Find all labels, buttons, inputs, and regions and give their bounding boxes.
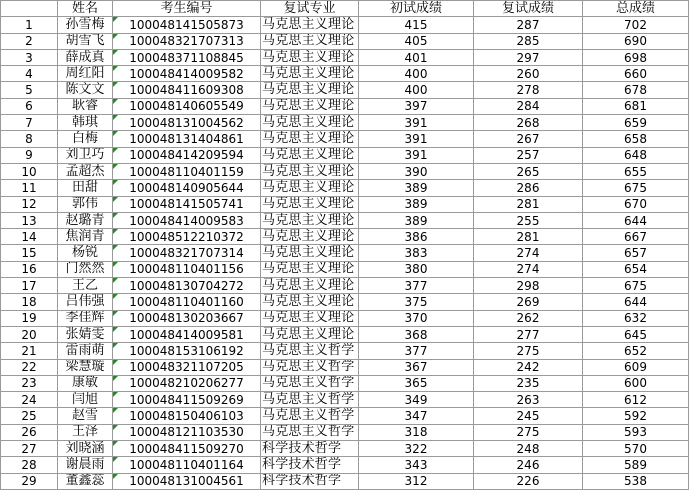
row-number-cell[interactable]: 2 (1, 33, 58, 49)
name-cell[interactable]: 闫旭 (58, 392, 113, 408)
table-row (1, 343, 689, 359)
total-score-cell[interactable]: 675 (583, 180, 689, 196)
table-row (1, 310, 689, 326)
row-number-cell[interactable]: 17 (1, 278, 58, 294)
major-cell[interactable]: 马克思主义理论 (261, 131, 359, 147)
table-row (1, 196, 689, 212)
total-score-cell[interactable]: 655 (583, 163, 689, 179)
row-number-cell[interactable]: 26 (1, 424, 58, 440)
name-cell[interactable]: 韩琪 (58, 115, 113, 131)
major-cell[interactable]: 马克思主义哲学 (261, 392, 359, 408)
retest-score-cell[interactable]: 278 (474, 82, 583, 98)
initial-score-cell[interactable]: 389 (359, 196, 474, 212)
exam-id-cell[interactable]: 100048321707314 (113, 245, 261, 261)
exam-id-cell[interactable]: 100048110401164 (113, 457, 261, 473)
name-cell[interactable]: 王泽 (58, 424, 113, 440)
name-cell[interactable]: 谢晨雨 (58, 457, 113, 473)
initial-score-cell[interactable]: 389 (359, 180, 474, 196)
major-cell[interactable]: 马克思主义理论 (261, 261, 359, 277)
header-cell-exam-id[interactable]: 考生编号 (113, 1, 261, 17)
exam-id-cell[interactable]: 100048210206277 (113, 375, 261, 391)
exam-id-cell[interactable]: 100048321107205 (113, 359, 261, 375)
row-number-cell[interactable]: 23 (1, 375, 58, 391)
name-cell[interactable]: 陈文文 (58, 82, 113, 98)
header-row (1, 1, 689, 17)
row-number-cell[interactable]: 27 (1, 441, 58, 457)
table-row (1, 212, 689, 228)
retest-score-cell[interactable]: 260 (474, 66, 583, 82)
total-score-cell[interactable]: 702 (583, 17, 689, 33)
row-number-cell[interactable]: 28 (1, 457, 58, 473)
retest-score-cell[interactable]: 248 (474, 441, 583, 457)
exam-id-cell[interactable]: 100048140905644 (113, 180, 261, 196)
major-cell[interactable]: 科学技术哲学 (261, 441, 359, 457)
major-cell[interactable]: 马克思主义哲学 (261, 408, 359, 424)
total-score-cell[interactable]: 609 (583, 359, 689, 375)
major-cell[interactable]: 马克思主义理论 (261, 98, 359, 114)
initial-score-cell[interactable]: 383 (359, 245, 474, 261)
table-row (1, 278, 689, 294)
initial-score-cell[interactable]: 343 (359, 457, 474, 473)
total-score-cell[interactable]: 690 (583, 33, 689, 49)
table-row (1, 33, 689, 49)
retest-score-cell[interactable]: 242 (474, 359, 583, 375)
row-number-cell[interactable]: 20 (1, 326, 58, 342)
retest-score-cell[interactable]: 285 (474, 33, 583, 49)
retest-score-cell[interactable]: 255 (474, 212, 583, 228)
retest-score-cell[interactable]: 275 (474, 424, 583, 440)
header-cell-total-score[interactable]: 总成绩 (583, 1, 689, 17)
total-score-cell[interactable]: 667 (583, 229, 689, 245)
total-score-cell[interactable]: 592 (583, 408, 689, 424)
initial-score-cell[interactable]: 375 (359, 294, 474, 310)
table-row (1, 392, 689, 408)
table-row (1, 473, 689, 489)
name-cell[interactable]: 周红阳 (58, 66, 113, 82)
retest-score-cell[interactable]: 274 (474, 261, 583, 277)
name-cell[interactable]: 刘卫巧 (58, 147, 113, 163)
major-cell[interactable]: 马克思主义理论 (261, 245, 359, 261)
name-cell[interactable]: 薛成真 (58, 49, 113, 65)
initial-score-cell[interactable]: 368 (359, 326, 474, 342)
retest-score-cell[interactable]: 267 (474, 131, 583, 147)
exam-id-cell[interactable]: 100048414009583 (113, 212, 261, 228)
name-cell[interactable]: 田甜 (58, 180, 113, 196)
initial-score-cell[interactable]: 401 (359, 49, 474, 65)
table-row (1, 49, 689, 65)
name-cell[interactable]: 白梅 (58, 131, 113, 147)
initial-score-cell[interactable]: 405 (359, 33, 474, 49)
row-number-cell[interactable]: 14 (1, 229, 58, 245)
total-score-cell[interactable]: 681 (583, 98, 689, 114)
total-score-cell[interactable]: 659 (583, 115, 689, 131)
table-row (1, 294, 689, 310)
exam-id-cell[interactable]: 100048121103530 (113, 424, 261, 440)
row-number-cell[interactable]: 13 (1, 212, 58, 228)
name-cell[interactable]: 焦润青 (58, 229, 113, 245)
major-cell[interactable]: 马克思主义理论 (261, 17, 359, 33)
major-cell[interactable]: 马克思主义理论 (261, 212, 359, 228)
initial-score-cell[interactable]: 397 (359, 98, 474, 114)
table-row (1, 66, 689, 82)
exam-id-cell[interactable]: 100048414009582 (113, 66, 261, 82)
table-row (1, 131, 689, 147)
name-cell[interactable]: 郭伟 (58, 196, 113, 212)
initial-score-cell[interactable]: 380 (359, 261, 474, 277)
exam-id-cell[interactable]: 100048110401160 (113, 294, 261, 310)
initial-score-cell[interactable]: 386 (359, 229, 474, 245)
initial-score-cell[interactable]: 377 (359, 278, 474, 294)
total-score-cell[interactable]: 644 (583, 212, 689, 228)
initial-score-cell[interactable]: 322 (359, 441, 474, 457)
initial-score-cell[interactable]: 400 (359, 82, 474, 98)
major-cell[interactable]: 马克思主义理论 (261, 278, 359, 294)
major-cell[interactable]: 马克思主义理论 (261, 180, 359, 196)
retest-score-cell[interactable]: 246 (474, 457, 583, 473)
row-number-cell[interactable]: 11 (1, 180, 58, 196)
exam-id-cell[interactable]: 100048131404861 (113, 131, 261, 147)
table-row (1, 424, 689, 440)
table-row (1, 115, 689, 131)
initial-score-cell[interactable]: 400 (359, 66, 474, 82)
total-score-cell[interactable]: 632 (583, 310, 689, 326)
row-number-cell[interactable]: 5 (1, 82, 58, 98)
table-row (1, 229, 689, 245)
score-table-body (1, 1, 689, 490)
retest-score-cell[interactable]: 284 (474, 98, 583, 114)
row-number-cell[interactable]: 12 (1, 196, 58, 212)
retest-score-cell[interactable]: 275 (474, 343, 583, 359)
initial-score-cell[interactable]: 389 (359, 212, 474, 228)
header-cell-initial-score[interactable]: 初试成绩 (359, 1, 474, 17)
major-cell[interactable]: 马克思主义理论 (261, 310, 359, 326)
retest-score-cell[interactable]: 226 (474, 473, 583, 489)
table-row (1, 326, 689, 342)
exam-id-cell[interactable]: 100048131004561 (113, 473, 261, 489)
table-row (1, 180, 689, 196)
header-cell-name[interactable]: 姓名 (58, 1, 113, 17)
exam-id-cell[interactable]: 100048512210372 (113, 229, 261, 245)
table-row (1, 82, 689, 98)
table-row (1, 261, 689, 277)
exam-id-cell[interactable]: 100048414009581 (113, 326, 261, 342)
name-cell[interactable]: 雷雨萌 (58, 343, 113, 359)
exam-id-cell[interactable]: 100048371108845 (113, 49, 261, 65)
table-row (1, 375, 689, 391)
total-score-cell[interactable]: 589 (583, 457, 689, 473)
major-cell[interactable]: 马克思主义理论 (261, 229, 359, 245)
retest-score-cell[interactable]: 281 (474, 196, 583, 212)
row-number-cell[interactable]: 4 (1, 66, 58, 82)
major-cell[interactable]: 马克思主义哲学 (261, 343, 359, 359)
name-cell[interactable]: 吕伟强 (58, 294, 113, 310)
exam-id-cell[interactable]: 100048414209594 (113, 147, 261, 163)
initial-score-cell[interactable]: 312 (359, 473, 474, 489)
initial-score-cell[interactable]: 365 (359, 375, 474, 391)
exam-id-cell[interactable]: 100048153106192 (113, 343, 261, 359)
total-score-cell[interactable]: 644 (583, 294, 689, 310)
total-score-cell[interactable]: 600 (583, 375, 689, 391)
table-row (1, 457, 689, 473)
initial-score-cell[interactable]: 391 (359, 115, 474, 131)
retest-score-cell[interactable]: 287 (474, 17, 583, 33)
major-cell[interactable]: 马克思主义哲学 (261, 359, 359, 375)
exam-id-cell[interactable]: 100048130704272 (113, 278, 261, 294)
major-cell[interactable]: 马克思主义理论 (261, 163, 359, 179)
name-cell[interactable]: 孟超杰 (58, 163, 113, 179)
name-cell[interactable]: 康敏 (58, 375, 113, 391)
initial-score-cell[interactable]: 367 (359, 359, 474, 375)
name-cell[interactable]: 赵璐青 (58, 212, 113, 228)
row-number-cell[interactable]: 29 (1, 473, 58, 489)
initial-score-cell[interactable]: 318 (359, 424, 474, 440)
row-number-cell[interactable]: 6 (1, 98, 58, 114)
row-number-cell[interactable]: 16 (1, 261, 58, 277)
total-score-cell[interactable]: 698 (583, 49, 689, 65)
exam-id-cell[interactable]: 100048411509269 (113, 392, 261, 408)
exam-id-cell[interactable]: 100048411509270 (113, 441, 261, 457)
retest-score-cell[interactable]: 277 (474, 326, 583, 342)
exam-id-cell[interactable]: 100048411609308 (113, 82, 261, 98)
row-number-cell[interactable]: 22 (1, 359, 58, 375)
row-number-cell[interactable]: 15 (1, 245, 58, 261)
name-cell[interactable]: 赵雪 (58, 408, 113, 424)
table-row (1, 408, 689, 424)
retest-score-cell[interactable]: 265 (474, 163, 583, 179)
exam-id-cell[interactable]: 100048140605549 (113, 98, 261, 114)
total-score-cell[interactable]: 675 (583, 278, 689, 294)
retest-score-cell[interactable]: 281 (474, 229, 583, 245)
retest-score-cell[interactable]: 263 (474, 392, 583, 408)
exam-id-cell[interactable]: 100048110401156 (113, 261, 261, 277)
initial-score-cell[interactable]: 391 (359, 147, 474, 163)
major-cell[interactable]: 马克思主义理论 (261, 33, 359, 49)
table-row (1, 441, 689, 457)
initial-score-cell[interactable]: 391 (359, 131, 474, 147)
total-score-cell[interactable]: 612 (583, 392, 689, 408)
header-cell-retest-major[interactable]: 复试专业 (261, 1, 359, 17)
major-cell[interactable]: 马克思主义哲学 (261, 375, 359, 391)
exam-id-cell[interactable]: 100048110401159 (113, 163, 261, 179)
exam-id-cell[interactable]: 100048321707313 (113, 33, 261, 49)
retest-score-cell[interactable]: 257 (474, 147, 583, 163)
name-cell[interactable]: 胡雪飞 (58, 33, 113, 49)
total-score-cell[interactable]: 658 (583, 131, 689, 147)
major-cell[interactable]: 马克思主义哲学 (261, 424, 359, 440)
table-row (1, 359, 689, 375)
retest-score-cell[interactable]: 274 (474, 245, 583, 261)
total-score-cell[interactable]: 652 (583, 343, 689, 359)
name-cell[interactable]: 梁慧璇 (58, 359, 113, 375)
row-number-cell[interactable]: 1 (1, 17, 58, 33)
row-number-cell[interactable]: 9 (1, 147, 58, 163)
exam-id-cell[interactable]: 100048131004562 (113, 115, 261, 131)
major-cell[interactable]: 马克思主义理论 (261, 326, 359, 342)
table-row (1, 147, 689, 163)
row-number-cell[interactable]: 21 (1, 343, 58, 359)
name-cell[interactable]: 孙雪梅 (58, 17, 113, 33)
exam-id-cell[interactable]: 100048141505873 (113, 17, 261, 33)
total-score-cell[interactable]: 660 (583, 66, 689, 82)
total-score-cell[interactable]: 593 (583, 424, 689, 440)
table-row (1, 17, 689, 33)
row-number-cell[interactable]: 10 (1, 163, 58, 179)
total-score-cell[interactable]: 670 (583, 196, 689, 212)
table-row (1, 163, 689, 179)
total-score-cell[interactable]: 654 (583, 261, 689, 277)
name-cell[interactable]: 耿睿 (58, 98, 113, 114)
total-score-cell[interactable]: 648 (583, 147, 689, 163)
retest-score-cell[interactable]: 268 (474, 115, 583, 131)
row-number-cell[interactable]: 25 (1, 408, 58, 424)
major-cell[interactable]: 马克思主义理论 (261, 49, 359, 65)
major-cell[interactable]: 马克思主义理论 (261, 294, 359, 310)
row-number-cell[interactable]: 24 (1, 392, 58, 408)
name-cell[interactable]: 门然然 (58, 261, 113, 277)
name-cell[interactable]: 杨锐 (58, 245, 113, 261)
table-row (1, 98, 689, 114)
table-row (1, 245, 689, 261)
row-number-cell[interactable]: 19 (1, 310, 58, 326)
initial-score-cell[interactable]: 349 (359, 392, 474, 408)
major-cell[interactable]: 马克思主义理论 (261, 147, 359, 163)
total-score-cell[interactable]: 657 (583, 245, 689, 261)
name-cell[interactable]: 张婧雯 (58, 326, 113, 342)
initial-score-cell[interactable]: 415 (359, 17, 474, 33)
major-cell[interactable]: 马克思主义理论 (261, 115, 359, 131)
major-cell[interactable]: 马克思主义理论 (261, 82, 359, 98)
total-score-cell[interactable]: 538 (583, 473, 689, 489)
row-number-cell[interactable]: 8 (1, 131, 58, 147)
retest-score-cell[interactable]: 235 (474, 375, 583, 391)
initial-score-cell[interactable]: 370 (359, 310, 474, 326)
retest-score-cell[interactable]: 297 (474, 49, 583, 65)
retest-score-cell[interactable]: 262 (474, 310, 583, 326)
major-cell[interactable]: 科学技术哲学 (261, 457, 359, 473)
initial-score-cell[interactable]: 377 (359, 343, 474, 359)
row-number-cell[interactable]: 18 (1, 294, 58, 310)
major-cell[interactable]: 马克思主义理论 (261, 66, 359, 82)
initial-score-cell[interactable]: 347 (359, 408, 474, 424)
retest-score-cell[interactable]: 269 (474, 294, 583, 310)
major-cell[interactable]: 马克思主义理论 (261, 196, 359, 212)
name-cell[interactable]: 刘晓涵 (58, 441, 113, 457)
total-score-cell[interactable]: 570 (583, 441, 689, 457)
total-score-cell[interactable]: 645 (583, 326, 689, 342)
exam-id-cell[interactable]: 100048130203667 (113, 310, 261, 326)
name-cell[interactable]: 李佳辉 (58, 310, 113, 326)
exam-id-cell[interactable]: 100048141505741 (113, 196, 261, 212)
initial-score-cell[interactable]: 390 (359, 163, 474, 179)
name-cell[interactable]: 王乙 (58, 278, 113, 294)
name-cell[interactable]: 董鑫蕊 (58, 473, 113, 489)
retest-score-cell[interactable]: 286 (474, 180, 583, 196)
major-cell[interactable]: 科学技术哲学 (261, 473, 359, 489)
header-cell-retest-score[interactable]: 复试成绩 (474, 1, 583, 17)
row-number-cell[interactable]: 3 (1, 49, 58, 65)
header-cell-index[interactable] (1, 1, 58, 17)
retest-score-cell[interactable]: 245 (474, 408, 583, 424)
retest-score-cell[interactable]: 298 (474, 278, 583, 294)
total-score-cell[interactable]: 678 (583, 82, 689, 98)
row-number-cell[interactable]: 7 (1, 115, 58, 131)
exam-id-cell[interactable]: 100048150406103 (113, 408, 261, 424)
